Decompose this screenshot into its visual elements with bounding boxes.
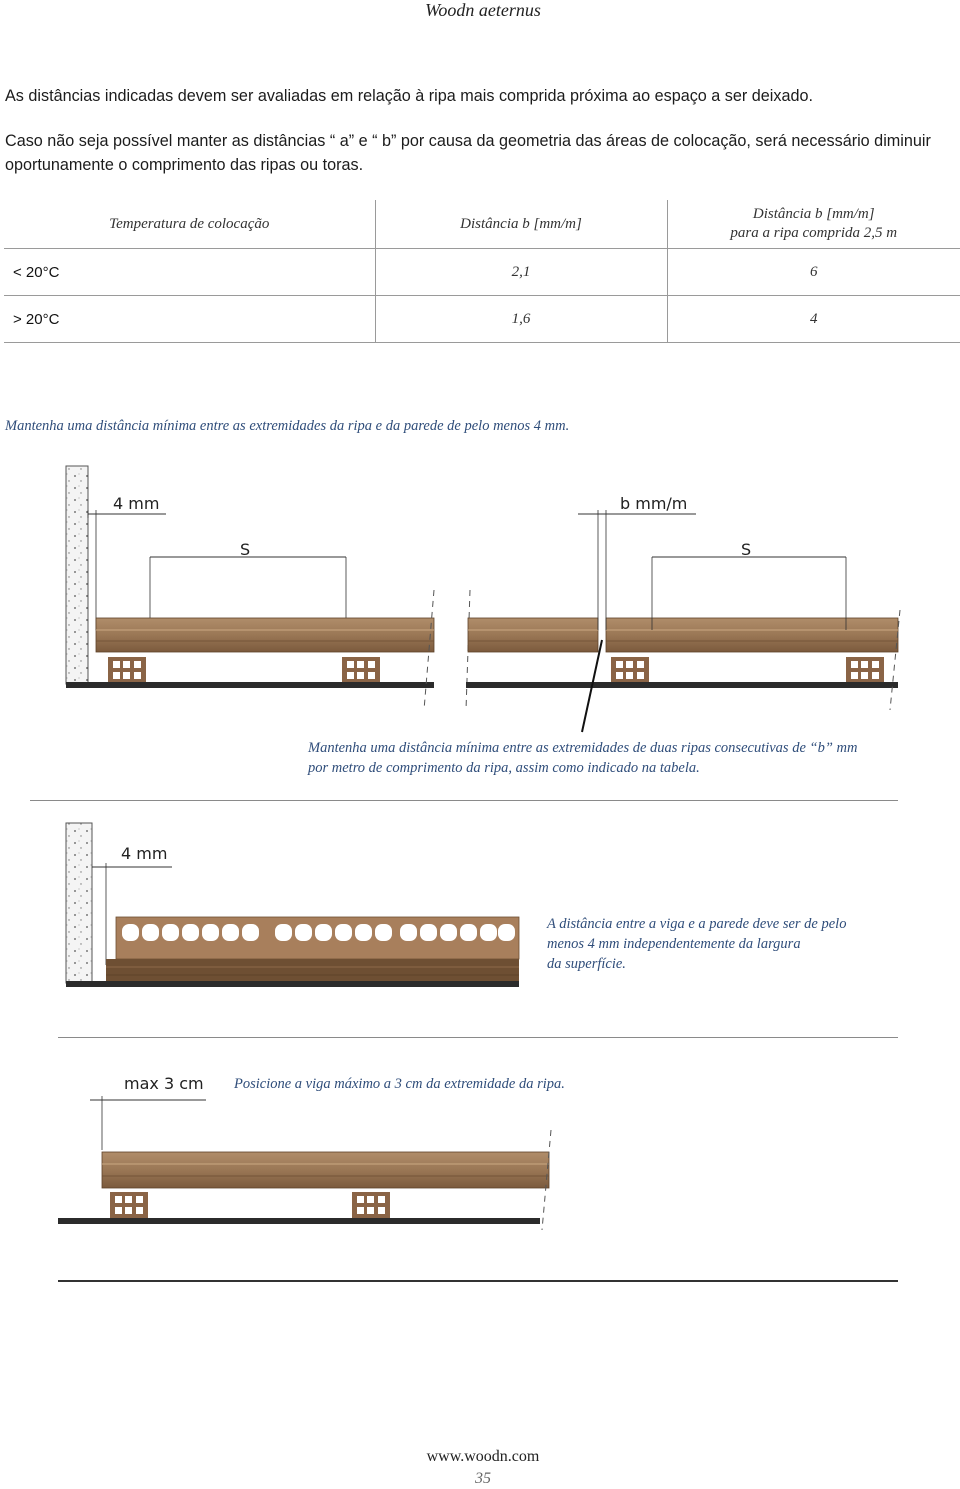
divider (30, 800, 898, 801)
divider (58, 1280, 898, 1282)
board (96, 618, 434, 652)
footer-url[interactable]: www.woodn.com (426, 1448, 540, 1465)
board (468, 618, 598, 652)
header-distance: Distância b [mm/m] (375, 200, 667, 249)
divider (58, 1037, 898, 1038)
note-wall-gap: Mantenha uma distância mínima entre as extremidades da ripa e da parede de pelo menos 4 mm. (5, 418, 570, 434)
note-board-gap-line1: Mantenha uma distância mínima entre as extremidades de duas ripas consecutivas de “b” mm (308, 740, 858, 756)
spec-table (4, 200, 960, 343)
note-joist-wall (547, 914, 927, 974)
wall (66, 823, 92, 983)
note-board-gap-line2: por metro de comprimento da ripa, assim como indicado na tabela. (308, 760, 700, 776)
note-joist-wall-line3: da superfície. (547, 956, 626, 972)
note-max-overhang: Posicione a viga máximo a 3 cm da extremidade da ripa. (234, 1076, 565, 1092)
ground (58, 1218, 540, 1224)
ground (66, 981, 519, 987)
header-temperature: Temperatura de colocação (4, 200, 375, 249)
paragraph-2: Caso não seja possível manter as distâncias “ a” e “ b” por causa da geometria das áreas de colocação, será necessário diminuir oportunamente o comprimento das ripas ou toras. (5, 132, 931, 174)
board (106, 959, 519, 981)
table-row (4, 296, 960, 343)
header-distance-long (667, 200, 960, 249)
diagram-joist-wall (0, 815, 560, 990)
row-temperature: > 20°C (4, 296, 375, 343)
label-s: S (240, 540, 251, 559)
diagram-max-overhang (0, 1090, 560, 1235)
label-4mm: 4 mm (113, 494, 160, 513)
board (102, 1152, 549, 1188)
row-distance: 1,6 (375, 296, 667, 343)
paragraph-1: As distâncias indicadas devem ser avaliadas em relação à ripa mais comprida próxima ao espaço a ser deixado. (5, 87, 813, 105)
label-4mm: 4 mm (121, 844, 168, 863)
ground (466, 682, 898, 688)
row-distance: 2,1 (375, 249, 667, 296)
row-distance-long: 4 (667, 296, 960, 343)
label-b-mm-m: b mm/m (620, 494, 688, 513)
header-title: Woodn aeternus (425, 0, 541, 20)
table-row (4, 249, 960, 296)
note-joist-wall-line1: A distância entre a viga e a parede deve ser de pelo (547, 916, 847, 932)
row-temperature: < 20°C (4, 249, 375, 296)
note-board-gap (308, 738, 928, 778)
label-s: S (741, 540, 752, 559)
ground (66, 682, 434, 688)
label-max-3cm: max 3 cm (124, 1074, 204, 1093)
wall (66, 466, 88, 684)
row-distance-long: 6 (667, 249, 960, 296)
header-distance-long-line1: Distância b [mm/m] (752, 206, 875, 222)
board (606, 618, 898, 652)
page-number: 35 (475, 1470, 491, 1487)
header-distance-long-line2: para a ripa comprida 2,5 m (730, 225, 898, 241)
note-joist-wall-line2: menos 4 mm independentemente da largura (547, 936, 801, 952)
